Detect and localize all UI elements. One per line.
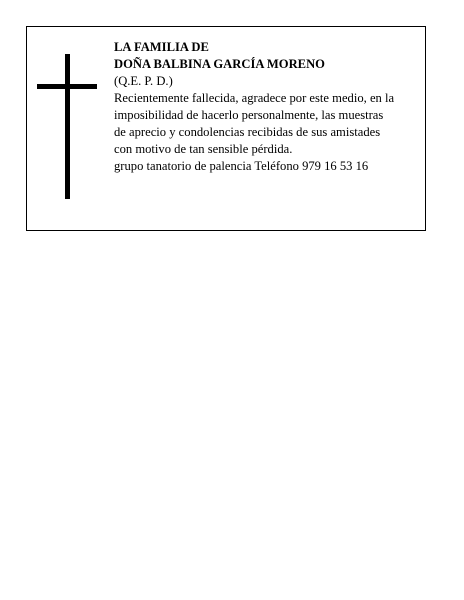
message-line-2: imposibilidad de hacerlo personalmente, las muestras xyxy=(114,108,384,122)
obituary-notice xyxy=(26,26,426,231)
notice-text xyxy=(114,39,424,175)
message-line-3: de aprecio y condolencias recibidas de sus amistades xyxy=(114,125,381,139)
deceased-name: DOÑA BALBINA GARCÍA MORENO xyxy=(114,57,325,71)
cross-vertical-bar xyxy=(65,54,70,199)
message-line-4: con motivo de tan sensible pérdida. xyxy=(114,142,293,156)
cross-horizontal-bar xyxy=(37,84,97,89)
message-line-1: Recientemente fallecida, agradece por este medio, en la xyxy=(114,91,395,105)
cross-icon xyxy=(37,54,99,199)
qepd-line: (Q.E. P. D.) xyxy=(114,74,173,88)
contact-line: grupo tanatorio de palencia Teléfono 979 16 53 16 xyxy=(114,159,369,173)
family-heading: LA FAMILIA DE xyxy=(114,40,209,54)
